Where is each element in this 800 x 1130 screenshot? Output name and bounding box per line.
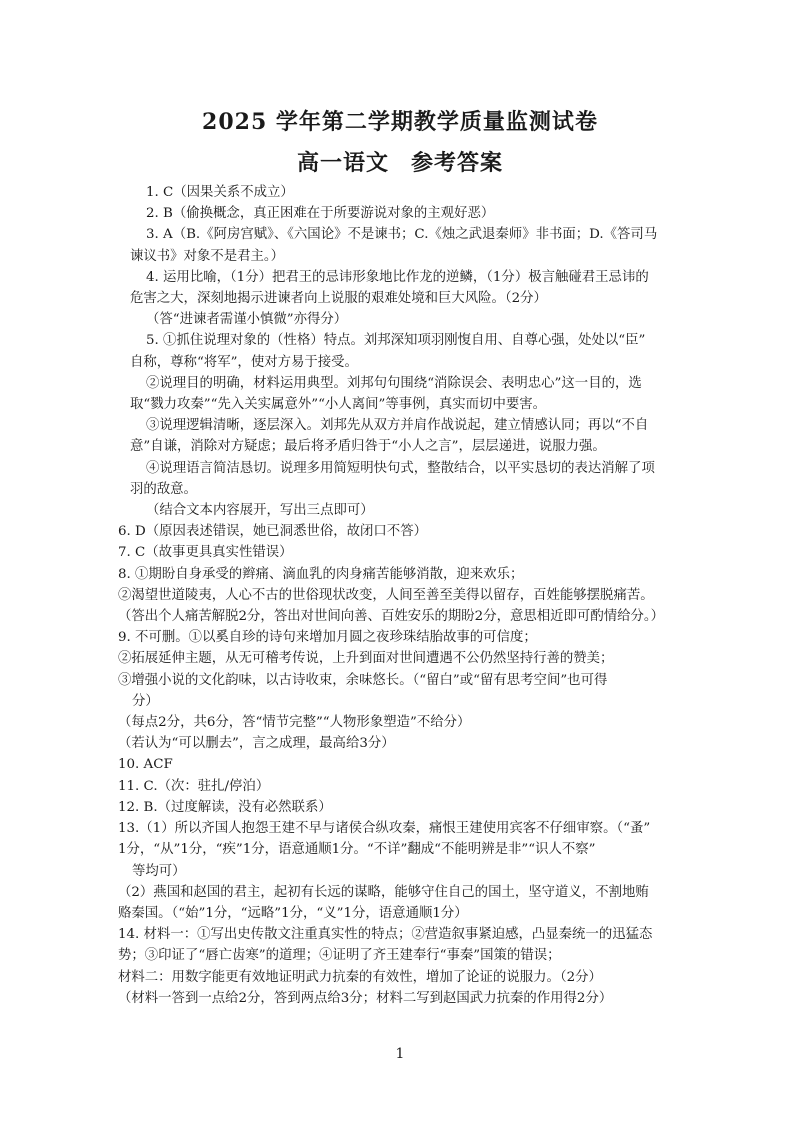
- answer-line: 6. D（原因表述错误，她已洞悉世俗，故闭口不答）: [118, 524, 427, 540]
- answer-line: （2）燕国和赵国的君主，起初有长远的谋略，能够守住自己的国土，坚守道义，不割地贿: [118, 884, 649, 900]
- answer-line: 8. ①期盼自身承受的辫痛、滴血乳的肉身痛苦能够消散，迎来欢乐；: [118, 566, 524, 582]
- answer-line: 13.（1）所以齐国人抱怨王建不早与诸侯合纵攻秦，痛恨王建使用宾客不仔细审察。（“蚤”: [118, 821, 651, 837]
- answer-line: ②拓展延伸主题，从无可稽考传说，上升到面对世间遭遇不公仍然坚持行善的赞美；: [118, 651, 614, 667]
- answer-line: ②渴望世道陵夷，人心不古的世俗现状改变，人间至善至美得以留存，百姓能够摆脱痛苦。: [118, 587, 654, 603]
- answer-key-label: 参考答案: [411, 150, 504, 176]
- answer-line: 材料二：用数字能更有效地证明武力抗秦的有效性，增加了论证的说服力。（2分）: [118, 969, 602, 985]
- answer-line: （若认为“可以删去”，言之成理，最高给3分）: [118, 736, 395, 752]
- answer-line: 取“戮力攻秦”“先入关实属意外”“小人离间”等事例，真实而切中要害。: [130, 397, 547, 413]
- answer-line: 10. ACF: [118, 757, 173, 773]
- answer-line: 危害之大，深刻地揭示进谏者向上说服的艰难处境和巨大风险。（2分）: [130, 291, 547, 307]
- answer-line: ③增强小说的文化韵味，以古诗收束，余味悠长。（“留白”或“留有思考空间”也可得: [118, 672, 608, 688]
- answer-line: 1. C（因果关系不成立）: [146, 185, 294, 200]
- answer-line: （结合文本内容展开，写出三点即可）: [146, 503, 374, 519]
- answer-line: 赂秦国。（“始”1分，“远略”1分，“义”1分，语意通顺1分）: [118, 905, 468, 921]
- subject-label: 高一语文: [296, 150, 389, 176]
- answer-line: （材料一答到一点给2分，答到两点给3分；材料二写到赵国武力抗秦的作用得2分）: [118, 990, 613, 1006]
- answer-line: 羽的敌意。: [130, 481, 197, 497]
- answer-line: 9. 不可删。①以奚自珍的诗句来增加月圆之夜珍珠结胎故事的可信度；: [118, 630, 537, 646]
- answer-line: 等均可）: [132, 863, 186, 879]
- answer-line: 自称，尊称“将军”，使对方易于接受。: [130, 354, 358, 370]
- answer-line: 2. B（偷换概念，真正困难在于所要游说对象的主观好恶）: [146, 206, 495, 222]
- answer-line: （每点2分，共6分，答“情节完整”“人物形象塑造”不给分）: [118, 715, 471, 731]
- answer-line: ②说理目的明确，材料运用典型。刘邦句句围绕“消除误会、表明忠心”这一目的，选: [146, 375, 642, 391]
- answer-line: （答出个人痛苦解脱2分，答出对世间向善、百姓安乐的期盼2分，意思相近即可酌情给分。）: [118, 609, 664, 625]
- page-number: 1: [395, 1046, 405, 1062]
- answer-line: 12. B.（过度解读，没有必然联系）: [118, 799, 332, 815]
- answer-line: 1分，“从”1分，“疾”1分，语意通顺1分。“不详”翻成“不能明辨是非”“识人不察”: [118, 842, 596, 858]
- answer-line: 7. C（故事更具真实性错误）: [118, 545, 293, 561]
- page-subtitle: [0, 146, 800, 177]
- answer-line: 分）: [132, 693, 159, 709]
- answer-line: 11. C.（次：驻扎/停泊）: [118, 778, 270, 794]
- page-title: 2025 学年第二学期教学质量监测试卷: [202, 109, 598, 135]
- answer-line: 3. A（B.《阿房宫赋》、《六国论》不是谏书；C.《烛之武退秦师》非书面；D.《答司马: [146, 227, 658, 243]
- answer-line: 4. 运用比喻，（1分）把君王的忌讳形象地比作龙的逆鳞，（1分）极言触碰君王忌讳的: [146, 269, 649, 285]
- answer-line: 5. ①抓住说理对象的（性格）特点。刘邦深知项羽刚愎自用、自尊心强，处处以“臣”: [146, 333, 646, 349]
- answer-line: ③说理逻辑清晰，逐层深入。刘邦先从双方并肩作战说起，建立情感认同；再以“不自: [146, 418, 649, 434]
- answer-body: [118, 182, 690, 1009]
- answer-line: ④说理语言简洁恳切。说理多用简短明快句式，整散结合，以平实恳切的表达消解了项: [146, 460, 655, 476]
- answer-line: 谏议书》对象不是君主。）: [130, 248, 284, 264]
- answer-line: 14. 材料一：①写出史传散文注重真实性的特点；②营造叙事紧迫感，凸显秦统一的迅猛态: [118, 927, 653, 943]
- answer-line: （答“进谏者需谨小慎微”亦得分）: [146, 312, 348, 328]
- answer-line: 意”自谦，消除对方疑虑；最后将矛盾归咎于“小人之言”，层层递进，说服力强。: [130, 439, 606, 455]
- answer-line: 势；③印证了“唇亡齿寒”的道理；④证明了齐王建奉行“事秦”国策的错误；: [118, 948, 561, 964]
